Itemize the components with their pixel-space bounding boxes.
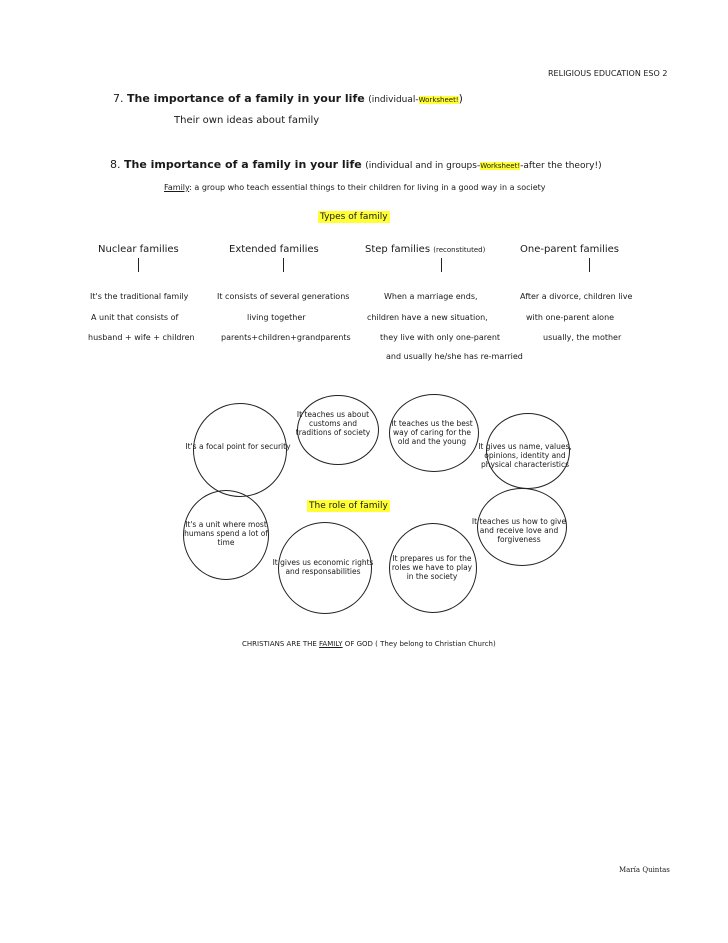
family-word: Family <box>164 183 190 192</box>
one-parent-line-2: with one-parent alone <box>526 313 615 322</box>
christians-post: OF GOD ( They belong to Christian Church) <box>342 640 496 648</box>
section-7-heading <box>113 92 463 105</box>
role-security: It's a focal point for security <box>185 442 291 451</box>
step-line-3: they live with only one-parent <box>380 333 501 342</box>
section-8-paren-close: -after the theory!) <box>520 161 602 171</box>
role-unit-time: It's a unit where most humans spend a lot of time <box>184 520 268 547</box>
step-line-2: children have a new situation, <box>367 313 488 322</box>
family-definition-text: : a group who teach essential things to their children for living in a good way in a society <box>189 183 546 192</box>
types-heading: Types of family <box>320 212 388 222</box>
section-7-paren-open: (individual- <box>368 95 419 105</box>
christians-statement <box>242 640 496 648</box>
connector-line <box>138 258 139 272</box>
section-8-worksheet: Worksheet! <box>480 162 521 170</box>
section-7-title: The importance of a family in your life <box>127 92 365 105</box>
author-name: María Quintas <box>619 866 670 874</box>
section-8-paren-open: (individual and in groups- <box>365 161 481 171</box>
section-8-title: The importance of a family in your life <box>124 158 362 171</box>
step-line-1: When a marriage ends, <box>384 292 478 301</box>
role-love: It teaches us how to give and receive love and forgiveness <box>471 517 567 544</box>
section-8-heading <box>110 158 602 171</box>
type-step-name <box>365 244 485 255</box>
section-7-number: 7. <box>113 92 124 105</box>
type-one-parent-name: One-parent families <box>520 244 620 255</box>
role-caring: It teaches us the best way of caring for the old and the young <box>391 419 473 446</box>
course-header: RELIGIOUS EDUCATION ESO 2 <box>548 69 668 78</box>
one-parent-line-3: usually, the mother <box>543 333 622 342</box>
section-7-paren-close: ) <box>458 92 463 105</box>
extended-line-3: parents+children+grandparents <box>221 333 351 342</box>
christians-family: FAMILY <box>319 640 343 648</box>
type-nuclear-name: Nuclear families <box>98 244 179 255</box>
type-step-name-text: Step families <box>365 244 431 255</box>
extended-line-1: It consists of several generations <box>217 292 350 301</box>
role-economic: It gives us economic rights and responsabilities <box>272 558 374 576</box>
extended-line-2: living together <box>247 313 306 322</box>
type-step-note: (reconstituted) <box>433 246 486 254</box>
one-parent-line-1: After a divorce, children live <box>520 292 633 301</box>
role-identity: It gives us name, values, opinions, identity and physical characteristics <box>478 442 572 469</box>
role-customs: It teaches us about customs and traditions of society <box>295 410 371 437</box>
connector-line <box>589 258 590 272</box>
connector-line <box>283 258 284 272</box>
section-8-number: 8. <box>110 158 121 171</box>
nuclear-line-3: husband + wife + children <box>88 333 195 342</box>
section-7-subtitle: Their own ideas about family <box>174 115 320 126</box>
type-extended-name: Extended families <box>229 244 319 255</box>
section-7-worksheet: Worksheet! <box>418 96 459 104</box>
step-line-4: and usually he/she has re-married <box>386 352 523 361</box>
role-heading: The role of family <box>309 501 388 511</box>
christians-pre: CHRISTIANS ARE THE <box>242 640 320 648</box>
connector-line <box>441 258 442 272</box>
nuclear-line-2: A unit that consists of <box>91 313 179 322</box>
nuclear-line-1: It's the traditional family <box>90 292 189 301</box>
role-society-roles: It prepares us for the roles we have to play in the society <box>391 554 473 581</box>
family-definition <box>164 183 546 192</box>
